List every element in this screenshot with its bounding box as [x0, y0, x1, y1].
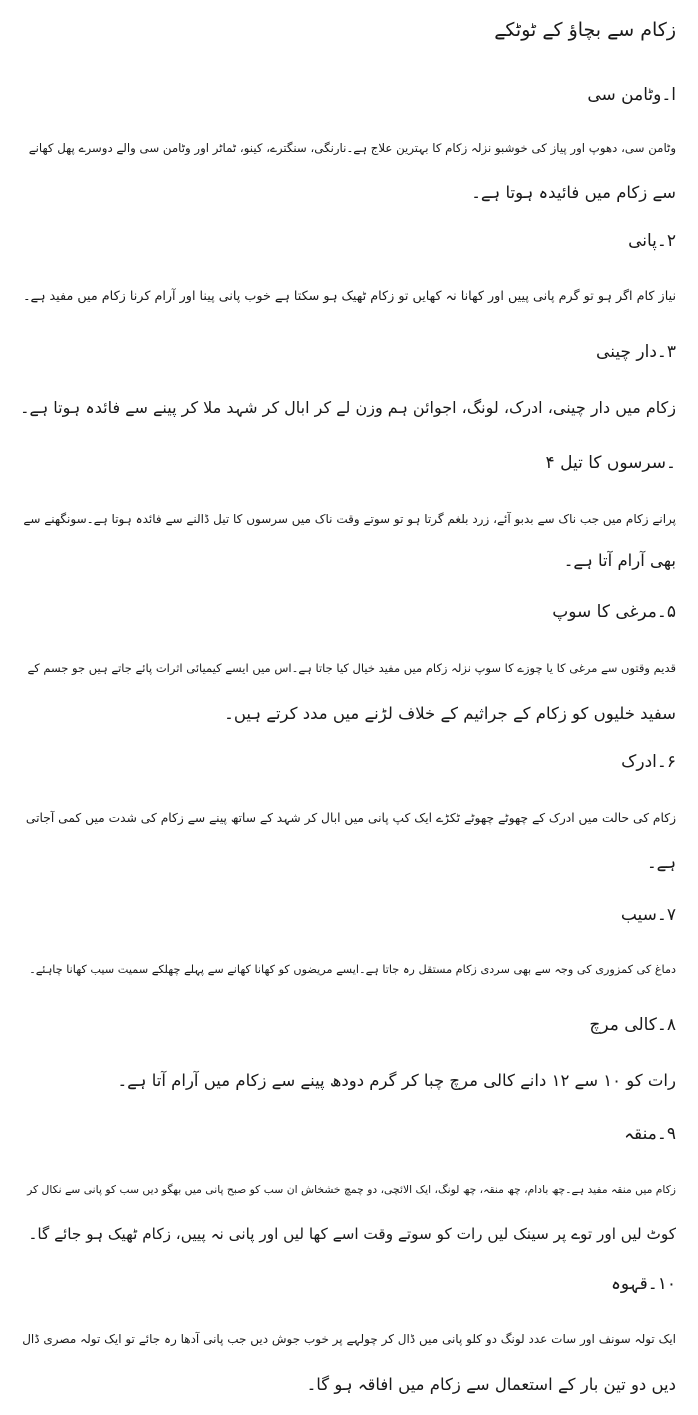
section-heading-qahwa: ۱۰۔قہوہ: [610, 1274, 676, 1294]
section-line: زکام میں دار چینی، ادرک، لونگ، اجوائن ہم وزن لے کر ابال کر شہد ملا کر پینے سے فائدہ ہوتا ہے۔: [20, 398, 676, 417]
section-line: رات کو ۱۰ سے ۱۲ دانے کالی مرچ چبا کر گرم دودھ پینے سے زکام میں آرام آتا ہے۔: [117, 1071, 676, 1090]
section-line: زکام کی حالت میں ادرک کے چھوٹے چھوٹے ٹکڑے ایک کپ پانی میں ابال کر شہد کے ساتھ پینے سے زکام کی شدت میں کمی آجاتی: [25, 811, 676, 825]
section-line: دیں دو تین بار کے استعمال سے زکام میں افاقہ ہو گا۔: [306, 1375, 676, 1394]
section-line: وٹامن سی، دھوپ اور پیاز کی خوشبو نزلہ زکام کا بہترین علاج ہے۔نارنگی، سنگترے، کینو، ٹماٹر اور وٹامن سی والے دوسرے پھل کھانے: [28, 141, 676, 155]
section-line: کوٹ لیں اور توے پر سینک لیں رات کو سوتے وقت اسے کھا لیں اور پانی نہ پییں، زکام ٹھیک ہو جائے گا۔: [28, 1225, 676, 1243]
section-line: ہے۔: [646, 853, 676, 872]
section-line: سے زکام میں فائیدہ ہوتا ہے۔: [471, 183, 676, 202]
section-line: دماغ کی کمزوری کی وجہ سے بھی سردی زکام مستقل رہ جاتا ہے۔ایسے مریضوں کو کھانا کھانے سے پہلے چھلکے سمیت سیب کھانا چاہئے۔: [29, 963, 676, 976]
section-line: بھی آرام آتا ہے۔: [563, 551, 676, 570]
section-heading-mustard-oil: ۔سرسوں کا تیل ۴: [545, 453, 676, 473]
section-line: زکام میں منقہ مفید ہے۔چھ بادام، چھ منقہ، چھ لونگ، ایک الائچی، دو چمچ خشخاش ان سب کو صبح پانی میں بھگو دیں سب کو پانی سے نکال کر: [27, 1183, 676, 1196]
section-heading-apple: ۷۔سیب: [620, 905, 676, 925]
section-heading-vitamin-c: ا۔وٹامن سی: [587, 85, 676, 105]
section-line: نیاز کام اگر ہو تو گرم پانی پییں اور کھانا نہ کھایں تو زکام ٹھیک ہو سکتا ہے خوب پانی پینا اور آرام کرنا زکام میں مفید ہے۔: [23, 289, 676, 304]
section-heading-ginger: ۶۔ادرک: [621, 752, 676, 772]
page-title: زکام سے بچاؤ کے ٹوٹکے: [494, 19, 676, 41]
section-heading-water: ۲۔پانی: [628, 231, 676, 251]
section-line: پرانے زکام میں جب ناک سے بدبو آئے، زرد بلغم گرتا ہو تو سوتے وقت ناک میں سرسوں کا تیل ڈالنے سے فائدہ ہوتا ہے۔سونگھنے سے: [23, 512, 676, 526]
section-heading-chicken-soup: ۵۔مرغی کا سوپ: [552, 602, 676, 622]
section-heading-raisin: ۹۔منقہ: [624, 1124, 676, 1144]
section-line: قدیم وقتوں سے مرغی کا یا چوزے کا سوپ نزلہ زکام میں مفید خیال کیا جاتا ہے۔اس میں ایسے کیمیائی اثرات پائے جاتے ہیں جو جسم کے: [27, 661, 676, 675]
section-heading-black-pepper: ۸۔کالی مرچ: [589, 1015, 676, 1035]
section-line: سفید خلیوں کو زکام کے جراثیم کے خلاف لڑنے میں مدد کرتے ہیں۔: [224, 704, 676, 723]
section-heading-cinnamon: ۳۔دار چینی: [596, 342, 676, 362]
section-line: ایک تولہ سونف اور سات عدد لونگ دو کلو پانی میں ڈال کر چولہے پر خوب جوش دیں جب پانی آدھا رہ جائے تو ایک تولہ مصری ڈال: [22, 1332, 676, 1346]
